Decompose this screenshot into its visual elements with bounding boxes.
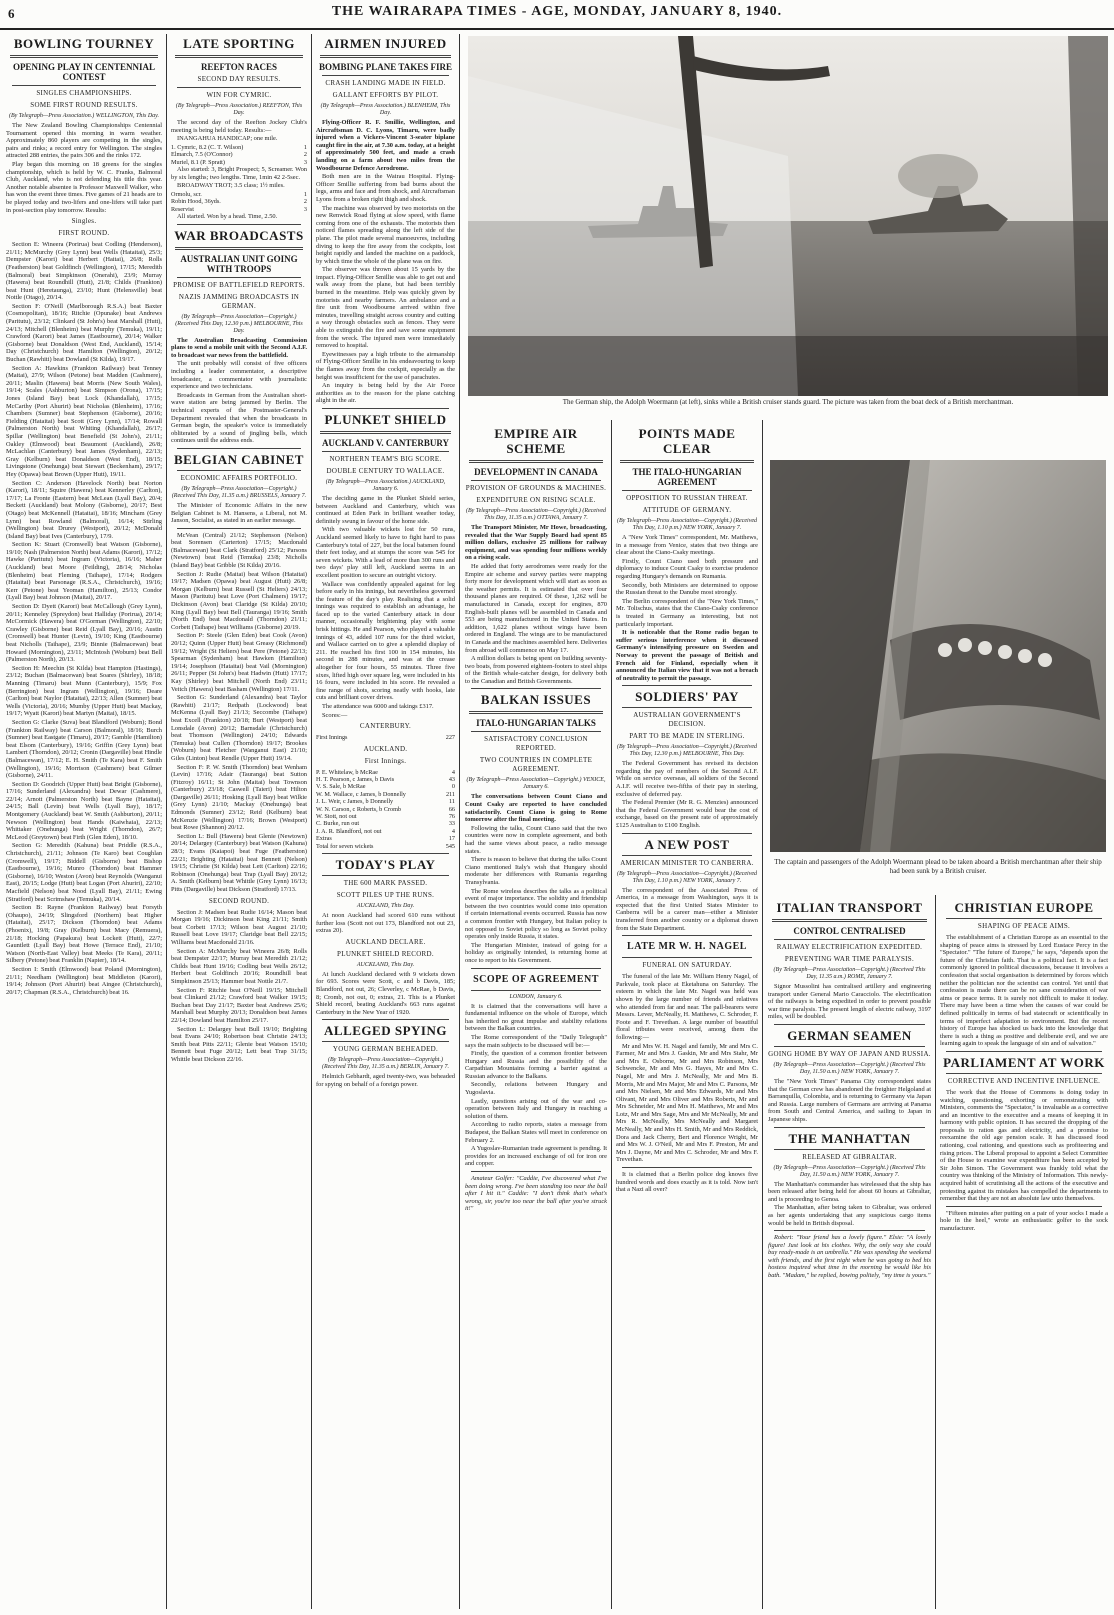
article-paragraph: Section D: Dyett (Karori) beat McCallough (Grey Lynn), 20/11; Kenneley (Spreydon) beat Halliday (Porirua), 20/14; McCormick (Hawera) beat O'Gorman (Wellington), 22/10; Crawley (Gisborne) beat Reid (Lyall Bay), 20/16; Austin (Cromwell) beat Hunter (Levin), 19/10; King (Eastbourne) beat Nicholls (Taihape), 23/9; Binnie (Balmacewan) beat Howard (Mornington), 23/11; McIntosh (Woburn) beat Bell (Palmerston North), 20/13. [6,603,162,664]
article-paragraph: Section F: O'Neill (Marlborough R.S.A.) beat Baxter (Cosmopolitan), 18/16; Ritchie (Opunake) beat Andrews (Paritutu), 23/12; Clinkard (St John's) beat Marshall (Hutt), 24/13; Mitchell (Blenheim) beat Murphy (Temuka), 19/11; Crawford (Karori) beat James (Eastbourne), 20/14; Walker (Gisborne) beat Donaldson (West End, Auckland), 15/14; Day (Christchurch) beat Hamilton (Wellington), 20/12; Buchan (Rawhiti) beat Dowland (St Kilda), 19/17. [6,302,162,364]
subhead: PROMISE OF BATTLEFIELD REPORTS. [173,280,305,289]
headline-german-seamen: GERMAN SEAMEN [787,1027,912,1043]
article-paragraph: There is reason to believe that during the talks Count Ciano mentioned Italy's wish that Hungary should moderate her differences with Rumania regarding Transylvania. [465,856,607,886]
article-paragraph: Section G: Meredith (Kahuna) beat Priddle (R.S.A., Christchurch), 21/11; Johnson (Te Karo) beat Coughlan (Cromwell), 19/17; Biddell (Gisborne) beat Bishop (Eastbourne), 19/16; Munro (Thorndon) beat Hammer (Gisborne), 16/10; Weston (Avon) beat Reynolds (Wanganui East), 20/15; Lodge (Hutt) beat Logan (Port Ahuriri), 22/10; Macfield (Nelson) beat Nood (Lyall Bay), 21/11; Ewing (Stratford) beat Scrimshaw (Temuka), 20/14. [6,842,162,903]
subhead: SATISFACTORY CONCLUSION REPORTED. [484,735,588,753]
race-results-table [171,191,307,213]
byline: (By Telegraph—Press Association—Copyright.) (Received This Day, 12.30 p.m.) MELBOURNE, This Day. [616,744,758,758]
article-paragraph: Mr and Mrs W. H. Nagel and family, Mr and Mrs C. Farmer, Mr and Mrs J. Gaskin, Mr and Mrs Stahr, Mr and Mrs E. Osborne, Mr and Mrs Robinson, Mrs Schwencke, Mr and Mrs G. Hayes, Mr and Mrs C. Nagel, Mr and Mrs J. McNeally, Mr and Mrs B. Morris, Mr and Mrs Major, Mr and Mrs C. Parsons, Mr and Mrs Nielsen, Mr and Mrs Edwards, Mr and Mrs Olivant, Mr and Mrs Oliver and Mrs Roberts, Mr and Mrs Schneider, Mr and Mrs H. Matthews, Mr and Mrs Lotz, Mr and Mrs Sage, Mrs and Mr McNeally, Mr and Mrs R. McNeally, Mrs McNeally and Margaret McNeally, Mr and Mrs H. Smith, Mr and Mrs Reddick, Dora and Jack Cherry, Bert and Florence Wright, Mr and Mrs W. J. O'Neil, Mr and Mrs F. Preston, Mr and Mrs J. Dayne, Mr and Mrs C. Schroder, Mr and Mrs F. Trevethan. [616,1042,758,1164]
column-rule [762,420,763,1609]
article-paragraph: With two valuable wickets lost for 50 runs, Auckland seemed likely to have to fight hard to pass Canterbury's total of 227, but the local batsmen found their feet today, and at stumps the score was 545 for seven wickets. With a lead of more than 300 runs and two days' play still left, Auckland seems in an excellent position to secure an outright victory. [316,526,455,579]
article-paragraph: The Minister of Economic Affairs in the new Belgian Cabinet is M. Hansens, a Liberal, not M. Janson, Socialist, as stated in an earlier message. [171,501,307,525]
article-paragraph: At noon Auckland had scored 610 runs without further loss (Scott not out 173, Blandford not out 23, extras 20). [316,912,455,935]
subhead: SECOND ROUND. [208,896,270,905]
race-title: BROADWAY TROT; 3.5 class; 1½ miles. [177,182,285,190]
ship-photo-image [468,36,1108,396]
subhead: SOME FIRST ROUND RESULTS. [30,101,138,109]
byline: (By Telegraph—Press Association—Copyright.) (Received This Day, 11.35 a.m.) ROME, January 7. [773,967,926,980]
byline: (By Telegraph—Press Association—Copyright.) (Received This Day, 12.30 p.m.) MELBOURNE, This Day. [175,313,303,334]
headline-italian-transport: ITALIAN TRANSPORT [776,900,923,915]
table-row: Extras 17 [316,835,455,843]
article-paragraph: A million dollars is being spent on building seventy-two boats, from powered eighteen-footers to steel ships of the British whale-catcher design, for delivery both to the Canadian and British Governments. [465,655,607,685]
article-paragraph: According to radio reports, states a message from Budapest, the Balkan States will meet in conference on February 2. [465,1121,607,1144]
article-paragraph: Section J: Madsen beat Rudie 16/14; Mason beat Morgan 19/16; Dickinson beat King 21/11; Smith beat Corbett 17/13; Wilson beat August 21/10; Russell beat Love 19/17; Claridge beat Bell 22/15; Williams beat Macdonald 21/16. [171,908,307,946]
article-paragraph: The work that the House of Commons is doing today in watching, questioning, exhorting or remonstrating with Ministers, comments the "Spectator," is invaluable as a corrective and an incentive to the executive and a means of keeping it in harmony with public opinion. It has secured the dropping of the proposals to ration gas and electricity, and a promise to reexamine the old age pension scale. It has discussed food rationing, coal rationing, and questions such as profiteering and rising prices. The Liberal proposal to appoint a Select Committee of the House to examine war expenditure has been accepted by Sir John Simon. The Government was frankly told what the country was thinking of the Ministry of Information. This newly-acquired habit of scrutinising all the actions of the executive and protesting against its mistakes has compelled the departments to remember that they are not an absolute law unto themselves. [940,1088,1108,1203]
article-paragraph: Following the talks, Count Ciano said that the two countries were now in complete agreement, and both had the same views about peace, a radio message states. [465,824,607,855]
subhead: SHAPING OF PEACE AIMS. [977,922,1071,930]
score-table [316,734,455,741]
article-paragraph: Section B: Rayne (Frankton Railway) beat Forsyth (Ohaupo), 24/19; Slingsford (Northern) beat Higher (Hataitai), 25/17; Dickson (Thorndon) beat Adams (Phoenix), 19/8; Gray (Kelburn) beat Macy (Remuera), 21/18; Hocking (Papakura) beat Lockett (Hutt), 22/7; Gauntlett (Lyall Bay) beat Howe (Terrace End), 21/10; Watson (North-East Valley) beat Meeks (Te Kara), 20/11; Silbery (Petone) beat Franklin (Napier), 18/14. [6,904,162,965]
article-paragraph: McVean (Central) 21/12; Stephenson (Nelson) beat Sorensen (Carterton) 17/15; Macdonald (Balmacewan) beat Clark (Stratford) 25/12; Parsons (Newtown) beat Reid (Temuka) 23/8; Nicholls (Island Bay) beat Gribble (St Kilda) 20/16. [171,531,307,570]
headline-late-mr-nagel: LATE MR W. H. NAGEL [627,941,747,953]
article-paragraph: The Federal Premier (Mr R. G. Menzies) announced that the Federal Government would bear the cost of exchange, based on the present rate of approximately £125 Australian to £100 English. [616,799,758,830]
headline-soldiers-pay: SOLDIERS' PAY [635,689,739,705]
race-results-table [171,144,307,166]
table-row: J. A. R. Blandford, not out 4 [316,827,455,835]
article-paragraph: The Hungarian Minister, instead of going for a holiday as originally intended, is returning home at once to report to his Government. [465,941,607,964]
article-paragraph: The establishment of a Christian Europe as an essential to the shaping of peace aims is stressed by Lord Eustace Percy in the "Spectator." "The future of Europe," he says, "depends upon the future of the Christian faith. That is a political fact. It is a fact commonly ignored in political discussions, because it involves a confession that social organisation is determined by forces which neither the politician nor the scientist can control. Yet until that confession is made there can be no sane consideration of war aims or peace terms. It is surely not difficult to make it today. There may have been a time when the causes of war could be defined politically in terms of bad statecraft or scientifically in terms of imperfect adaptation to environment. But the recent history of Europe has shocked us back into the knowledge that there is such a thing as positive and deliberate evil, and we are learning again to speak the language of sin and of salvation." [940,934,1108,1048]
deck: DEVELOPMENT IN CANADA [474,467,598,477]
article-paragraph: Section L: Bull (Hawera) beat Glenie (Newtown) 20/14; Delargey (Canterbury) beat Watson (Kahuna) 28/3; Evans (Kaiapoi) beat Fuge (Featherston) 22/21; Brighting (Hataitai) beat Bennett (Nelson) 19/15; Christie (St Kilda) beat Lett (Carlton) 22/16; Robinson (Onehunga) beat Trap (Lyall Bay) 20/12; A. Smith (Kelburn) beat Whittle (Grey Lynn) 16/13; Pitts (Dargaville) beat Dickson (Stratford) 17/13. [171,832,307,893]
lifeboat-photo-image [770,460,1106,852]
subhead: PREVENTING WAR TIME PARALYSIS. [784,955,915,963]
table-row: Total for seven wickets 545 [316,842,455,850]
article-paragraph: The Rome correspondent of the "Daily Telegraph" says the main subjects to be discussed will be:— [465,1033,607,1049]
byline: (By Telegraph—Press Association.) BLENHEIM, This Day. [320,103,451,116]
masthead [0,0,1114,30]
article-paragraph: Scores:— [322,711,348,719]
headline-war-broadcasts: WAR BROADCASTS [174,227,304,243]
race-title: INANGAHUA HANDICAP; one mile. [177,135,278,143]
article-paragraph: Eyewitnesses pay a high tribute to the airmanship of Flying-Officer Smillie in his endeavouring to keep the flames away from the cockpit, especially as the height was insufficient for the use of parachutes. [316,350,455,381]
article-paragraph: It is claimed that the conversations will have a fundamental influence on the whole of Europe, which has inherited no great impulse and stability relations between the Balkan countries. [465,1002,607,1033]
table-row: First Innings 227 [316,734,455,742]
column-rule [935,895,936,1609]
table-row: P. E. Whitelaw, b McRae 4 [316,768,455,776]
article-paragraph: It is claimed that a Berlin police dog knows five hundred words and does exactly as it is told. Now isn't that a Nazi all over? [616,1171,758,1194]
table-row: W. M. Wallace, c James, b Donnelly 211 [316,790,455,798]
subhead: PLUNKET SHIELD RECORD. [337,949,434,958]
subhead: Singles. [71,217,97,226]
article-paragraph: Helmich Gebhardt, aged twenty-two, was beheaded for spying on behalf of a foreign power. [316,1073,455,1088]
headline-christian-europe: CHRISTIAN EUROPE [954,900,1094,915]
byline: (By Telegraph—Press Association—Copyright.) (Received This Day, 11.35 a.m.) BRUSSELS, January 7. [171,485,307,499]
subhead: AUSTRALIAN GOVERNMENT'S DECISION. [633,711,741,729]
subhead: FIRST ROUND. [58,229,110,238]
table-row: Elmarch, 7.5 (O'Connor) 2 [171,151,307,159]
table-row: Reservist 3 [171,205,307,213]
column-italian-transport [768,898,931,1609]
subhead: OPPOSITION TO RUSSIAN THREAT. [626,494,748,502]
subhead: CRASH LANDING MADE IN FIELD. [325,79,446,87]
article-paragraph: The Berlin correspondent of the "New York Times," Mr. Tolischus, states that the Ciano-Csaky conference is treated in Germany as interesting, but not particularly important. [616,597,758,628]
subhead: SINGLES CHAMPIONSHIPS. [36,89,132,97]
table-row: J. L. Weir, c James, b Donnelly 11 [316,798,455,806]
article-paragraph: Section H: Meechin (St Kilda) beat Hampton (Hastings), 23/12; Buchan (Balmacewan) beat Soares (Shirley), 18/18; Manning (Timaru) beat Munn (Canterbury), 15/9; Fox (Berrington) beat Ingram (Wellington), 19/16; Deare (Carlton) beat Naylor (Hataitai), 22/13; Allen (Sumner) beat Wells (Victoria), 20/16; Mumby (Upper Hutt) beat Mackay, 19/17; Wyatt (Karori) beat Martyn (Maitai), 18/15. [6,664,162,718]
subhead: YOUNG GERMAN BEHEADED. [332,1045,439,1054]
article-paragraph: Section K: Stuart (Cromwell) beat Watson (Gisborne), 19/10; Nash (Palmerston North) beat Adams (Karori), 17/12; Hawke (Paritutu) beat Ingram (Victoria), 16/16; Maher (Auckland) beat Moore (Feilding), 28/14; Nicholas (Blenheim) beat Fleming (Taihape), 17/14; Rodgers (Hataitai) beat Parsonage (R.S.A., Christchurch), 19/16; Kerr (Petone) beat Yeoman (Hamilton), 25/13; Condor (Lyall Bay) beat Johnson (Maitai), 20/17. [6,541,162,602]
headline-airmen-injured: AIRMEN INJURED [324,36,447,51]
article-paragraph: A "New York Times" correspondent, Mr. Matthews, in a message from Venice, states that two things are clear about the Ciano-Csaky meetings. [616,534,758,557]
subhead: WIN FOR CYMRIC. [206,91,272,99]
subhead: THE 600 MARK PASSED. [343,879,428,888]
headline-balkan-issues: BALKAN ISSUES [480,692,592,708]
headline-todays-play: TODAY'S PLAY [335,857,436,873]
byline: (By Telegraph—Press Association.) REEFTON, This Day. [175,103,303,116]
headline-a-new-post: A NEW POST [644,836,730,852]
deck: BOMBING PLANE TAKES FIRE [319,62,452,72]
table-row: C. Burke, run out 33 [316,820,455,828]
column-rule [166,34,167,1609]
deck: AUSTRALIAN UNIT GOING WITH TROOPS [180,253,298,274]
column-bowling [6,34,162,1609]
subhead: ECONOMIC AFFAIRS PORTFOLIO. [180,473,298,482]
table-row: Muriel, 8.1 (P. Spratt) 3 [171,158,307,166]
joke-paragraph: Robert: "Your friend has a lovely figure." Elsie: "A lovely figure! Just look at his clothes. Why, the only way she could buy ready-made is an umbrella." He was spending the weekend with friends, and the first night when he was going to bed his hostess inquired what time in the morning he would like his bath. "Madam," he replied, bowing politely, "my time is yours." [768,1234,931,1280]
table-row: Ormolu, scr. 1 [171,190,307,198]
column-empire [465,424,607,1609]
article-paragraph: Firstly, the question of a common frontier between Hungary and Russia and the possibility of the Carpathian Mountains forming a barrier against a Russian advance to the Balkans. [465,1050,607,1080]
table-row: V. S. Sale, b McRae 0 [316,783,455,791]
article-paragraph: The deciding game in the Plunket Shield series, between Auckland and Canterbury, which was continued at Eden Park in brilliant weather today, definitely swung in favour of the home side. [316,494,455,525]
article-paragraph: Section F: Ritchie beat O'Neill 19/15; Mitchell beat Clinkard 21/12; Crawford beat Walker 19/15; Buchan beat Day 21/17; Baxter beat Andrews 25/6; Marshall beat Murphy 20/13; Donaldson beat James 22/14; Dowland beat Hamilton 25/17. [171,986,307,1024]
subhead: GOING HOME BY WAY OF JAPAN AND RUSSIA. [768,1049,931,1058]
subhead: PROVISION OF GROUNDS & MACHINES. [465,484,607,492]
deck: AUCKLAND V. CANTERBURY [321,437,450,448]
byline: (By Telegraph—Press Association—Copyright.) (Received This Day, 11.50 a.m.) NEW YORK, January 7. [773,1061,926,1075]
article-paragraph: Section A: McMurchy beat Wineera 26/8; Rolls beat Dempster 22/17; Murray beat Meredith 21/12; Childs beat Hunt 19/16; Codling beat Wells 26/12; Herbert beat Goldfinch 20/16; Roundhill beat Simpkinson 25/13; Hammer beat Nottle 21/7. [171,947,307,985]
photo-caption: The German ship, the Adolph Woermann (at left), sinks while a British cruiser stands guard. The picture was taken from the boat deck of a British merchantman. [562,398,1014,406]
article-paragraph: The "New York Times" Panama City correspondent states that the German crew has abandoned the freighter Helgoland at Barranquilla, Colombia, and is returning to Germany via Japan and Russia. Large numbers of Germans are arriving at Panama from South and Central America, and sailing to Japan in Japanese ships. [768,1077,931,1123]
byline: (By Telegraph—Press Association.) AUCKLAND, January 6. [325,478,446,492]
deck: ITALO-HUNGARIAN TALKS [476,718,596,729]
article-paragraph: The funeral of the late Mr. William Henry Nagel, of Parkvale, took place at Eketahuna on Saturday. The esteem in which the late Mr. Nagel was held was shown by the large number of friends and relatives who attended from far and near. The pall-bearers were Messrs. Lever, McNeally, H. Matthews, C. Schroder, F. Foote and F. Trevethan. A large number of beautiful floral tributes were received, among them the following:— [616,973,758,1041]
byline: (By Telegraph—Press Association—Copyright.) (Received This Day, 1.10 p.m.) NEW YORK, January 7. [616,518,758,531]
article-paragraph: Section G: Clarke (Suva) beat Blandford (Woburn); Bond (Frankton Railway) beat Carson (Balmoral), 18/16; Burch (Sumner) beat Eastgate (Timaru), 20/17; Gamble (Hamilton) beat Elsom (Canterbury), 19/16; Griffin (Grey Lynn) beat Lambert (Thorndon), 20/12; Cronin (Dargaville) beat Hindle (Balmacewan), 17/12; E. H. Smith (Te Kara) beat F. Smith (Wellington), 19/16; Morrison (Cashmere) beat Gilmer (Gisborne), 24/11. [6,718,162,780]
newspaper-title: THE WAIRARAPA TIMES - AGE, MONDAY, JANUARY 8, 1940. [331,4,783,19]
photo-captain-and-passengers [770,460,1106,852]
subhead: PART TO BE MADE IN STERLING. [629,732,745,741]
byline: (By Telegraph—Press Association—Copyright.) (Received This Day, 11.50 a.m.) NEW YORK, January 7. [773,1164,926,1178]
article-paragraph: Secondly, both Ministers are determined to oppose the Russian threat to the Danube most strongly. [616,581,758,597]
table-row: Robin Hood, 36yds. 2 [171,198,307,206]
article-paragraph: Wallace was confidently appealed against for leg before early in his innings, but nevertheless governed the feature of the day's play. Realising that a solid innings was required to establish an advantage, he faced up to the varied Canterbury attack in dour manner, occasionally brightening play with some brisk hittings. He and Pearson, who played a valuable innings of 43, added 107 runs for the third wicket, and Wallace carried on to give a splendid display of 211. He reached his first 100 in 154 minutes, his second in 288 minutes, and was at the crease altogether for four hours, 55 minutes. Three five sixes, lifted high over square leg, were included in his 16 fours, were included in his score. He revealed a fine range of shots, scoring neatly with hooks, late cuts and brilliant cover drives. [316,580,455,702]
article-paragraph: Play began this morning on 18 greens for the singles championship, which is held by W. C. Franks, Balmoral Club, Auckland, who is not defending his title this year. Another notable absentee is Professor Maxwell Walker, who has won the event three times. Five games of 21 heads are to be played today and two-lifers and one-lifers will take part in post-section play tomorrow. Results: [6,160,162,214]
article-paragraph: Signor Mussolini has centralised artillery and engineering transport under General Mario Caracciolo. The electrification of the railways is being expedited in order to prevent possible war time paralysis. The present length of electric railway, 3197 miles, will be doubled. [768,983,931,1021]
subhead: CORRECTIVE AND INCENTIVE INFLUENCE. [947,1076,1101,1085]
byline: AUCKLAND, This Day. [356,961,415,968]
subhead: EXPENDITURE ON RISING SCALE. [476,496,596,504]
subhead: GALLANT EFFORTS BY PILOT. [332,91,439,99]
headline-the-manhattan: THE MANHATTAN [788,1130,911,1146]
column-airmen [316,34,455,1609]
article-paragraph: The Transport Minister, Mr Howe, broadcasting, revealed that the War Supply Board had spent 85 million dollars, exclusive 25 millions for railway equipment, and was spending four millions weekly on a rising scale. [465,524,607,562]
article-paragraph: Firstly, Count Ciano used both pressure and diplomacy to induce Count Csaky to exercise prudence regarding Hungary's demands on Rumania. [616,557,758,580]
article-paragraph: Section C: Anderson (Havelock North) beat Norton (Karori), 18/11; Squire (Hawera) beat Kennerley (Carlton), 17/17; La Fronte (Eastern) beat McLean (Lyall Bay), 20/4; Beckett (Auckland) beat Molony (Gisborne), 20/17; Best (Otago) beat McKennell (Hataitai), 18/16; Mincham (Grey Lynn) beat Rowland (Balmoral), 16/14; Stirling (Wellington) beat Drurey (Westport), 20/12; McDonald (Island Bay) beat Ives (Canterbury), 17/9. [6,479,162,540]
article-paragraph: The Federal Government has revised its decision regarding the pay of members of the Second A.I.F. While on service overseas, all soldiers of the Second A.I.F. will receive two-fifths of their pay in sterling, exclusive of deferred pay. [616,760,758,798]
subhead: SCOTT PILES UP THE RUNS. [336,891,435,900]
headline-plunket-shield: PLUNKET SHIELD [324,411,447,427]
article-paragraph: The machine was observed by two motorists on the new Renwick Road flying at slow speed, with flame coming from one of the exhausts. The motorists then noticed flames spreading along the left side of the plane. The pilot made several manoeuvres, including diving to keep the fire away from the cockpits, lost height rapidly and landed the machine on a paddock, by which time the whole of the plane was on fire. [316,204,455,265]
article-paragraph: He added that forty aerodromes were ready for the Empire air scheme and survey parties were mapping forty more for development which will start as soon as the weather permits. It is estimated that over four thousand planes are required. Of these, 1,262 will be manufactured in Canada, except for engines, 870 English-built planes will be assembled in Canada and 553 are being manufactured in the United States. In addition, 1,622 planes without wings have been ordered in England. The wings are to be manufactured in Canada and the machines assembled here. Deliveries from abroad will commence on May 17. [465,562,607,654]
deck: CONTROL CENTRALISED [793,926,906,936]
subhead: NORTHERN TEAM'S BIG SCORE. [329,454,442,463]
subhead: AMERICAN MINISTER TO CANBERRA. [620,858,754,867]
article-paragraph: Also started: 3, Bright Prospect; 5, Screamer. Won by six lengths; two lengths. Time, 1min 42 2-5sec. [171,166,307,181]
column-points [616,424,758,1609]
article-paragraph: The Manhattan, after being taken to Gibraltar, was ordered as her agents undertaking that any suspicious cargo items would be held in British disposal. [768,1204,931,1227]
byline: (By Telegraph—Press Association.) WELLINGTON, This Day. [8,113,159,119]
subhead: FUNERAL ON SATURDAY. [642,961,732,970]
article-paragraph: Section A: Hawkins (Frankton Railway) beat Tenney (Maitai), 27/9; Wilson (Petone) beat Madden (Cashmere), 20/11; Maslin (Hawera) beat Morris (New South Wales), 19/14; Scales (Ashburton) beat Simpson (Orona), 17/15; Jones (Island Bay) beat Lock (Khandallah), 17/15; McCarthy (Port Ahuriri) beat Nicholas (Blenheim), 17/16; Chambers (Sumner) beat Stephenson (Gisborne), 20/16; Fielding (Hataitai) beat Scott (Grey Lynn), 17/14; Rowall (Palmerston North) beat Whiting (Khandallah), 26/17; Spillar (Wellington) beat Benefield (St John's), 21/11; Oakley (Elmwood) beat Beaumont (Auckland), 26/8; McLachlan (Canterbury) beat James (Sydenham), 22/13; Gray (Kelburn) beat Donaldson (West End), 18/15; Livingstone (Onehunga) beat Stewart (Beckenham), 29/17; Hey (Opawa) beat Brown (Upper Hutt), 19/11. [6,364,162,478]
article-paragraph: Section L: Delargey beat Bull 19/10; Brighting beat Evans 24/10; Robertson beat Christie 24/13; Smith beat Pitts 22/11; Glenie beat Watson 15/10; Bennett beat Fuge 20/12; Lett beat Trap 31/15; Whittle beat Dickson 22/16. [171,1025,307,1063]
article-paragraph: Both men are in the Wairau Hospital. Flying-Officer Smillie suffering from bad burns about the legs, arms and face and from shock, and Aircraftsman Lyons from a broken right thigh and shock. [316,173,455,203]
article-paragraph: Section J: Rudie (Maitai) beat Wilson (Hataitai) 19/17; Madsen (Opawa) beat August (Hutt) 26/8; Morgan (Kelburn) beat Russell (St Heliers) 24/13; Mason (Paritutu) beat Love (Port Chalmers) 19/17; Dickinson (Avon) beat Claridge (St Kilda) 20/10; King (Lyall Bay) beat Bell (Tauranga) 19/16; Smith (North End) beat Macdonald (Thorndon) 21/11; Corbett (Taihape) beat Williams (Gisborne) 20/19. [171,570,307,631]
table-row: H. T. Pearson, c James, b Davis 43 [316,776,455,783]
headline-late-sporting: LATE SPORTING [183,36,295,51]
subhead: SECOND DAY RESULTS. [197,75,281,83]
headline-empire-air-scheme: EMPIRE AIR SCHEME [494,426,578,456]
byline: AUCKLAND, This Day. [356,903,415,910]
article-paragraph: Section G: Sunderland (Alexandra) beat Taylor (Rawhiti) 21/17; Redpath (Lockwood) beat McKenna (Lyall Bay) 21/13; Seccombe (Taihape) beat Excell (Frankton) 20/18; Burt (Westport) beat Lonsdale (Avon) 20/12; Barnsdale (Christchurch) beat Thomson (Wellington) 24/10; Edwards (Temuka) beat Cullen (Thorndon) 19/17; Brookes (Woburn) beat Fletcher (Wanganui East) 21/10; Giles (Linton) beat Rendle (Upper Hutt) 19/14. [171,694,307,762]
article-paragraph: Secondly, relations between Hungary and Yugoslavia. [465,1081,607,1097]
article-paragraph: The correspondent of the Associated Press of America, in a message from Washington, says it is expected that the first United States Minister to Canberra will be a career man—either a Minister transferred from another country or a diplomat drawn from the State Department. [616,886,758,932]
score-table [316,769,455,850]
article-paragraph: Section E: Wineera (Porirua) beat Codling (Henderson), 21/11; McMurchy (Grey Lynn) beat Wells (Hataitai), 25/3; Dempster (Karori) beat Herbert (Haitai), 26/8; Rolls (Featherston) beat Goldfinch (Wellington), 17/15; Meredith (Balmoral) beat Simpkinson (Onerahi), 23/9; Murray (Hawera) beat Roundhill (Hutt), 21/8; Childs (Frankton) beat Hunt (Heretaunga), 23/10; Hunt (Helensville) beat Nottle (Otago), 20/14. [6,241,162,302]
photo-caption: The captain and passengers of the Adolph Woermann plead to be taken aboard a British merchantman after their ship had been sunk by a British cruiser. [774,858,1102,875]
column-christian-europe [940,898,1108,1609]
headline-alleged-spying: ALLEGED SPYING [324,1023,447,1039]
column-late-sporting [171,34,307,1609]
deck: THE ITALO-HUNGARIAN AGREEMENT [632,467,742,487]
article-paragraph: Section F: P. W. Smith (Thorndon) beat Wenham (Levin) 17/16; Adair (Tauranga) beat Sutton (Fitzroy) 16/11; St John (Maitai) beat Townson (Canterbury) 23/18; Caswell (Taieri) beat Hilton (Dargaville) 26/11; Hosking (Lyall Bay) beat Wilkie (Grey Lynn) 21/10; Mackay (Onehunga) beat Edmonds (Sumner) 23/12; Reid (Kelburn) beat McKenzie (Wellington) 17/16; Brown (Westport) beat Rowe (Shannon) 20/12. [171,763,307,832]
article-paragraph: The New Zealand Bowling Championships Centennial Tournament opened this morning in warm weather. Approximately 860 players are competing in the singles, pairs and rinks; a record entry for Wellington. The singles attracted 288 entries, the pairs 306 and the rinks 172. [6,122,162,160]
headline-parliament-at-work: PARLIAMENT AT WORK [943,1054,1105,1070]
byline: LONDON, January 6. [509,993,563,1000]
subhead: DOUBLE CENTURY TO WALLACE. [326,466,445,475]
headline-belgian-cabinet: BELGIAN CABINET [174,451,304,467]
subhead: ATTITUDE OF GERMANY. [642,506,732,514]
headline-scope-of-agreement: SCOPE OF AGREEMENT [473,973,599,985]
deck: REEFTON RACES [200,62,278,72]
subhead: AUCKLAND. [363,744,408,753]
column-rule [311,34,312,1609]
column-rule [611,420,612,1609]
table-row: W. N. Carson, c Roberts, b Cromb 66 [316,805,455,813]
subhead: NAZIS JAMMING BROADCASTS IN GERMAN. [178,292,300,310]
article-paragraph: Section P: Steele (Glen Eden) beat Cook (Avon) 20/12; Quinn (Upper Hutt) beat Greasy (Richmond) 19/12; Wright (St Heliers) beat Pere (Petone) 22/13; Spearman (Sydenham) beat Hawken (Hamilton) 19/14; Josephson (Hataitai) beat Vail (Mornington) 26/11; Pepper (St John's) beat Hadwin (Hutt) 17/17; Kay (Shirley) beat Mitchell (North End) 23/11; Veitch (Hawera) beat Basham (Wellington) 17/11. [171,632,307,693]
article-paragraph: Section D: Goodrich (Upper Hutt) beat Bright (Gisborne), 17/16; Sunderland (Alexandra) beat Dewar (Cashmere), 22/14; Arnott (Palmerston North) beat Bayne (Hataitai), 24/15; Ball (Levin) beat Wells (Lyall Bay), 18/17; Montgomery (Auckland) beat W. Smith (Ashburton), 20/11; Newson (Wellington) beat Hands (Kaiwhaia), 22/13; Whittaker (Onehunga) beat Wright (Thorndon), 26/7; McLeod (Greytown) beat Firth (Glen Eden), 18/10. [6,780,162,841]
article-paragraph: The conversations between Count Ciano and Count Csaky are reported to have concluded satisfactorily. Count Ciano is going to Rome tomorrow after the final meeting. [465,793,607,824]
joke-paragraph: Amateur Golfer: "Caddie, I've discovered what I've been doing wrong. I've been standing too near the ball after I hit it." Caddie: "I don't think that's what's wrong, sir, you're too near the ball after you've struck it!" [465,1175,607,1213]
article-paragraph: Section I: Smith (Elmwood) beat Poland (Mornington), 21/11; Needham (Wellington) beat Middleton (Karori), 19/14; Johnson (Port Ahuriri) beat Aingee (Christchurch), 20/17; Chapman (R.S.A., Christchurch) beat 16. [6,965,162,996]
article-paragraph: The Manhattan's commander has wirelessed that the ship has been released after being held for about 60 hours at Gibraltar, and is proceeding to Genoa. [768,1180,931,1203]
headline-bowling: BOWLING TOURNEY [13,36,155,51]
page-number: 6 [8,6,15,21]
article-paragraph: At lunch Auckland declared with 9 wickets down for 693. Scores were Scott, c and b Davis, 185; Blandford, not out, 26; Cleverley, c McRae, b Davis, 8; Cromb, not out, 0; extras, 21. This is a Plunket Shield record, beating Auckland's 663 runs against Canterbury in the New Year of 1920. [316,970,455,1016]
article-paragraph: It is noticeable that the Rome radio began to suffer serious interference when it discussed Germany's intensifying pressure on Sweden and Norway to prevent the passage of British and French aid for Finland, especially when it announced the Italian view that it was not a breach of neutrality to permit the passage. [616,629,758,682]
table-row: W. Stott, not out 76 [316,813,455,821]
photo-adolph-woermann-sinking [468,36,1108,396]
article-paragraph: The observer was thrown about 15 yards by the impact. Flying-Officer Smillie was able to get out and walk away from the plane, but had been terribly burned in the meantime. Help was quickly given by motorists and nearby farmers. An ambulance and a fire unit from Woodbourne arrived within five minutes, travelling straight across country and cutting a way through obstacles such as fences. They were able to extinguish the fire and save some equipment from the wreck. The injured men were immediately removed to hospital. [316,266,455,350]
article-paragraph: Lastly, questions arising out of the war and co-operation between Italy and Hungary in reaching a solution of them. [465,1097,607,1120]
subhead: RAILWAY ELECTRIFICATION EXPEDITED. [776,943,923,951]
column-rule [459,34,460,1609]
headline-points-made-clear: POINTS MADE CLEAR [638,426,736,456]
subhead: CANTERBURY. [359,722,412,731]
subhead: First Innings. [364,756,407,765]
article-paragraph: Flying-Officer R. F. Smillie, Wellington, and Aircraftsman D. C. Lyons, Timaru, were badly injured when a Vickers-Vincent 3-seater biplane caught fire in the air, at 7.30 a.m. today, at a height of approximately 500 feet, and made a crash landing on a farm about two miles from the Woodbourne Defence Aerodrome. [316,119,455,172]
article-paragraph: An inquiry is being held by the Air Force authorities as to the reason for the plane catching alight in the air. [316,382,455,405]
subhead: AUCKLAND DECLARE. [345,937,426,946]
article-paragraph: The attendance was 6000 and takings £317. [322,703,434,710]
subhead: RELEASED AT GIBRALTAR. [802,1152,897,1161]
article-paragraph: Broadcasts in German from the Australian short-wave station are being jammed by Berlin. The technical experts of the Postmaster-General's Department revealed that when the broadcasts in German begin, the speaker's voice is immediately obliterated by a sound of jingling bells, which continues until the address ends. [171,391,307,445]
article-paragraph: A Yugoslav-Rumanian trade agreement is pending. It provides for an increased exchange of oil for iron ore and copper. [465,1145,607,1168]
table-row: 1. Cymric, 8.2 (C. T. Wilson) 1 [171,143,307,151]
article-paragraph: The Australian Broadcasting Commission plans to send a mobile unit with the Second A.I.F. to broadcast war news from the battlefield. [171,336,307,359]
article-paragraph: The second day of the Reefton Jockey Club's meeting is being held today. Results:— [171,119,307,134]
article-paragraph: "Fifteen minutes after putting on a pair of your socks I made a hole in the heel," wrote an enthusiastic golfer to the sock manufacturer. [940,1209,1108,1232]
subhead: TWO COUNTRIES IN COMPLETE AGREEMENT. [479,756,593,774]
article-paragraph: The unit probably will consist of five officers including a leader commentator, a descriptive broadcaster, a commentator with journalistic experience and two technicians. [171,360,307,391]
byline: (By Telegraph—Press Association—Copyright.) VENICE, January 6. [466,777,606,791]
deck-bowling: OPENING PLAY IN CENTENNIAL CONTEST [12,62,156,82]
byline: (By Telegraph—Press Association—Copyright.) (Received This Day, 1.10 p.m.) NEW YORK, January 7. [616,870,758,884]
article-paragraph: All started. Won by a head. Time, 2.50. [177,213,278,220]
byline: (By Telegraph—Press Association—Copyright.) (Received This Day, 11.35 a.m.) OTTAWA, January 7. [465,508,607,521]
article-paragraph: The Rome wireless describes the talks as a political event of major importance. The solidity and friendship between the two countries would come into operation if certain international events occurred. Russia has now a common frontier with Hungary, but Italian policy is not opposed to Soviet policy so long as Soviet policy operates only inside Russia, it states. [465,887,607,941]
byline: (By Telegraph—Press Association—Copyright.) (Received This Day, 11.35 a.m.) BERLIN, January 7. [321,1057,450,1071]
